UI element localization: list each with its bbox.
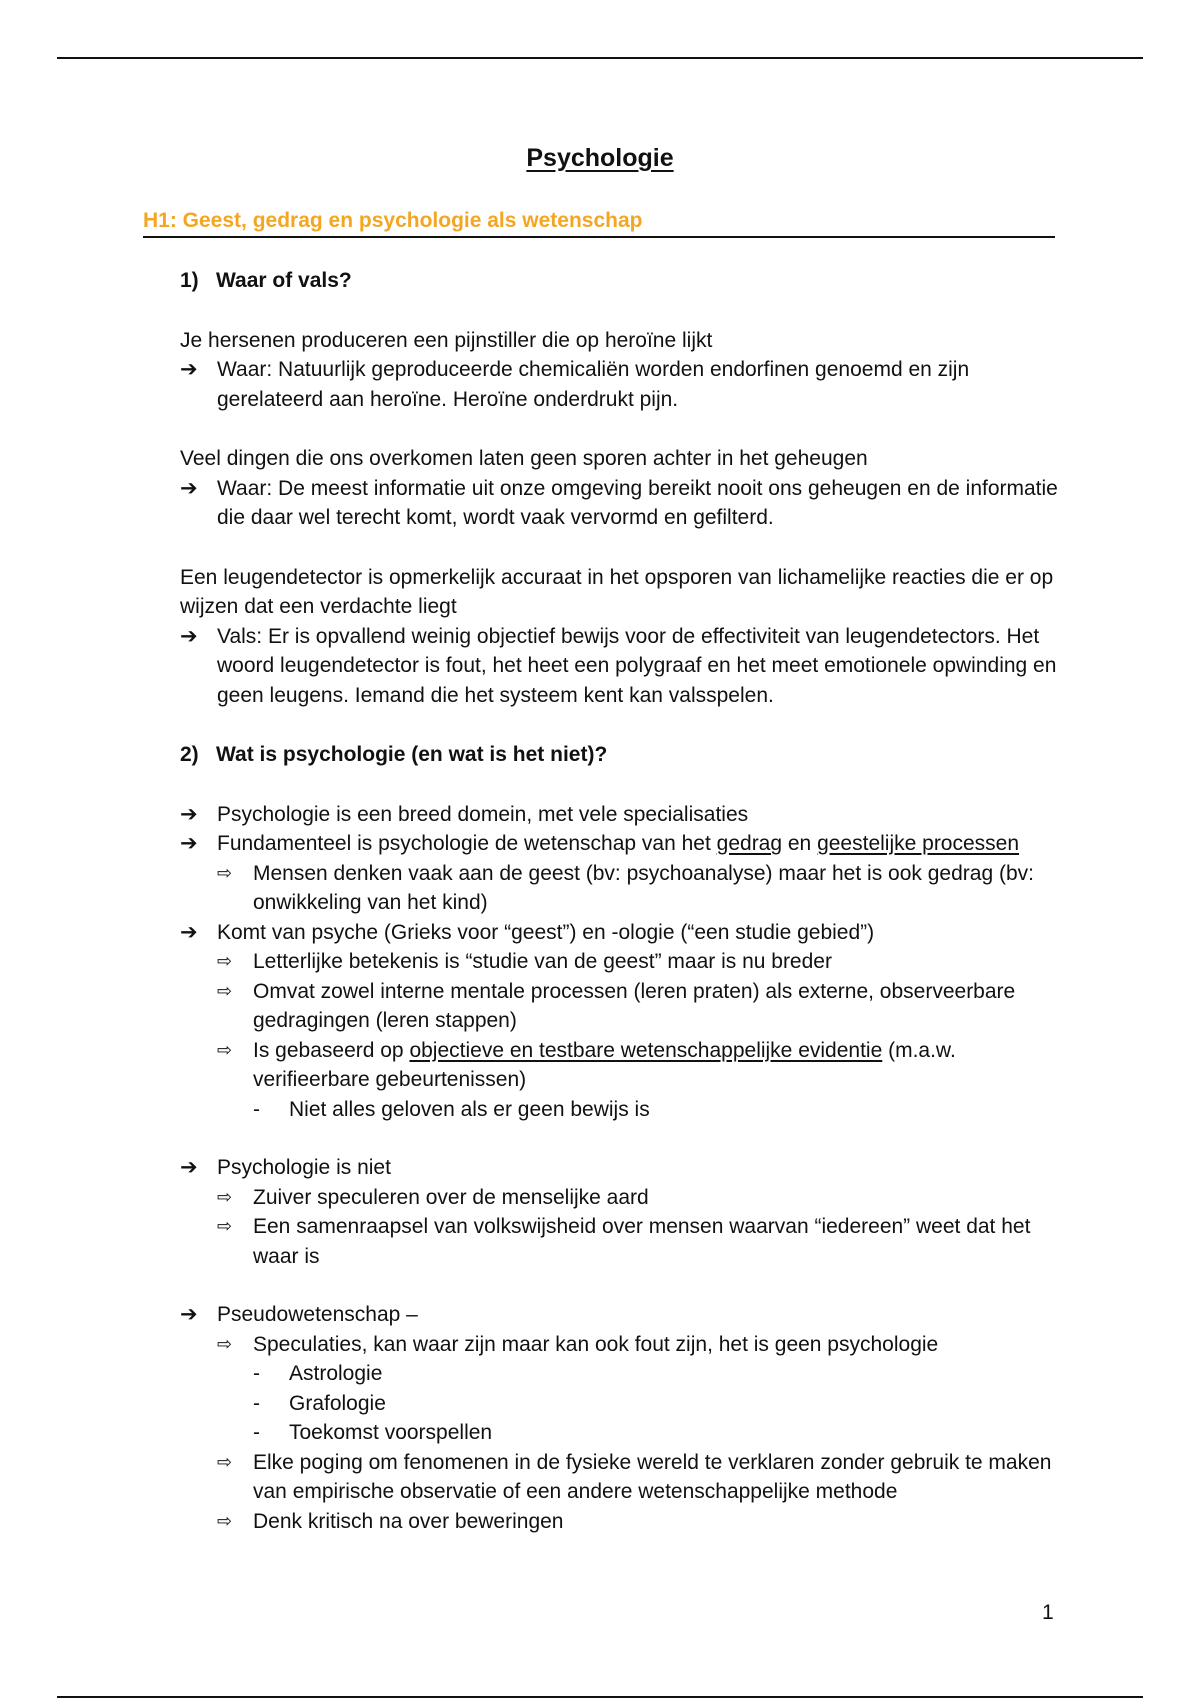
answer-text: Vals: Er is opvallend weinig objectief bewijs voor de effectiviteit van leugendetectors. Het woord leugendetector is fout, het heet een polygraaf en het meet emotionele opwinding en geen leugens. Iemand die het systeem kent kan valsspelen.	[217, 624, 1057, 707]
outline-arrow-icon: ⇨	[217, 1451, 233, 1472]
arrow-icon: ➔	[180, 624, 198, 648]
dash-marker: -	[253, 1362, 260, 1385]
outline-arrow-icon: ⇨	[217, 1333, 233, 1354]
dash-item	[180, 1389, 1060, 1419]
bullet-1	[180, 800, 1060, 830]
answer-text: Waar: De meest informatie uit onze omgeving bereikt nooit ons geheugen en de informatie die daar wel terecht komt, wordt vaak vervormd en gefilterd.	[217, 476, 1058, 529]
arrow-icon: ➔	[180, 1156, 198, 1179]
sub-bullet-text: Zuiver speculeren over de menselijke aard	[253, 1185, 649, 1209]
outline-arrow-icon: ⇨	[217, 1039, 233, 1060]
sub-bullet-text: Denk kritisch na over beweringen	[253, 1509, 564, 1533]
statement-1: Je hersenen produceren een pijnstiller die op heroïne lijkt	[180, 328, 713, 352]
outline-arrow-icon: ⇨	[217, 951, 233, 971]
section-title: Wat is psychologie (en wat is het niet)?	[216, 743, 608, 766]
outline-arrow-icon: ⇨	[217, 980, 233, 1001]
underlined-term: objectieve en testbare wetenschappelijke evidentie	[409, 1038, 883, 1062]
footer-rule	[57, 1696, 1143, 1698]
arrow-icon: ➔	[180, 476, 198, 500]
outline-arrow-icon: ⇨	[217, 1510, 233, 1531]
text-segment: Is gebaseerd op	[253, 1038, 410, 1062]
section-heading-1	[180, 266, 1060, 296]
section-heading-2	[180, 740, 1060, 770]
answer-2	[180, 474, 1060, 533]
dash-item	[180, 1095, 1060, 1125]
document-body	[180, 266, 1060, 1536]
answer-1	[180, 355, 1060, 414]
bullet-text	[217, 829, 1019, 859]
outline-arrow-icon: ⇨	[217, 862, 233, 883]
sub-bullet-text: Mensen denken vaak aan de geest (bv: psychoanalyse) maar het is ook gedrag (bv: onwikkeling van het kind)	[253, 861, 1034, 914]
underlined-term: geestelijke processen	[817, 832, 1020, 855]
text-segment: Fundamenteel is psychologie de wetenschap van het	[217, 832, 717, 855]
statement-3: Een leugendetector is opmerkelijk accuraat in het opsporen van lichamelijke reacties die er op wijzen dat een verdachte liegt	[180, 565, 1054, 618]
bullet-text: Pseudowetenschap –	[217, 1303, 418, 1326]
header-rule	[57, 57, 1143, 59]
statement-2: Veel dingen die ons overkomen laten geen sporen achter in het geheugen	[180, 447, 868, 470]
dash-item-text: Toekomst voorspellen	[289, 1421, 493, 1444]
sub-bullet	[180, 1507, 1060, 1537]
dash-item-text: Astrologie	[289, 1362, 383, 1385]
dash-marker: -	[253, 1097, 260, 1121]
sub-bullet	[180, 1448, 1060, 1507]
section-number: 2)	[180, 743, 199, 766]
outline-arrow-icon: ⇨	[217, 1186, 233, 1207]
underlined-term: gedrag	[716, 832, 783, 855]
sub-bullet-text: Letterlijke betekenis is “studie van de geest” maar is nu breder	[253, 950, 832, 973]
text-segment: (m.a.w. verifieerbare gebeurtenissen)	[253, 1038, 956, 1091]
chapter-heading: H1: Geest, gedrag en psychologie als wetenschap	[143, 209, 1055, 238]
dash-item	[180, 1359, 1060, 1389]
dash-item-text: Grafologie	[289, 1391, 386, 1415]
page-number: 1	[1042, 1601, 1054, 1624]
arrow-icon: ➔	[180, 832, 198, 855]
arrow-icon: ➔	[180, 1303, 198, 1326]
bullet-4	[180, 1153, 1060, 1183]
section-title: Waar of vals?	[216, 269, 352, 292]
sub-bullet	[180, 1212, 1060, 1271]
text-segment: en	[782, 832, 818, 855]
bullet-5	[180, 1300, 1060, 1330]
outline-arrow-icon: ⇨	[217, 1216, 233, 1236]
page-title: Psychologie	[526, 144, 674, 172]
dash-marker: -	[253, 1391, 260, 1415]
bullet-text: Psychologie is een breed domein, met vele specialisaties	[217, 802, 749, 826]
arrow-icon: ➔	[180, 358, 198, 381]
sub-bullet	[180, 977, 1060, 1036]
sub-bullet	[180, 859, 1060, 918]
answer-3	[180, 622, 1060, 711]
sub-bullet	[180, 1036, 1060, 1095]
bullet-3	[180, 918, 1060, 948]
sub-bullet-text: Speculaties, kan waar zijn maar kan ook fout zijn, het is geen psychologie	[253, 1332, 939, 1356]
sub-bullet	[180, 947, 1060, 977]
bullet-text: Psychologie is niet	[217, 1156, 391, 1179]
sub-bullet	[180, 1330, 1060, 1360]
bullet-text: Komt van psyche (Grieks voor “geest”) en -ologie (“een studie gebied”)	[217, 920, 875, 944]
sub-bullet-text: Een samenraapsel van volkswijsheid over mensen waarvan “iedereen” weet dat het waar is	[253, 1215, 1031, 1268]
answer-text: Waar: Natuurlijk geproduceerde chemicaliën worden endorfinen genoemd en zijn gerelateerd aan heroïne. Heroïne onderdrukt pijn.	[217, 358, 970, 411]
bullet-2	[180, 829, 1060, 859]
sub-bullet-text	[253, 1036, 1060, 1095]
dash-item	[180, 1418, 1060, 1448]
sub-bullet-text: Omvat zowel interne mentale processen (leren praten) als externe, observeerbare gedragingen (leren stappen)	[253, 979, 1016, 1032]
dash-marker: -	[253, 1421, 260, 1444]
arrow-icon: ➔	[180, 920, 198, 944]
section-number: 1)	[180, 269, 199, 292]
arrow-icon: ➔	[180, 802, 198, 826]
sub-bullet	[180, 1183, 1060, 1213]
sub-bullet-text: Elke poging om fenomenen in de fysieke wereld te verklaren zonder gebruik te maken van empirische observatie of een andere wetenschappelijke methode	[253, 1450, 1052, 1503]
dash-item-text: Niet alles geloven als er geen bewijs is	[289, 1097, 650, 1121]
